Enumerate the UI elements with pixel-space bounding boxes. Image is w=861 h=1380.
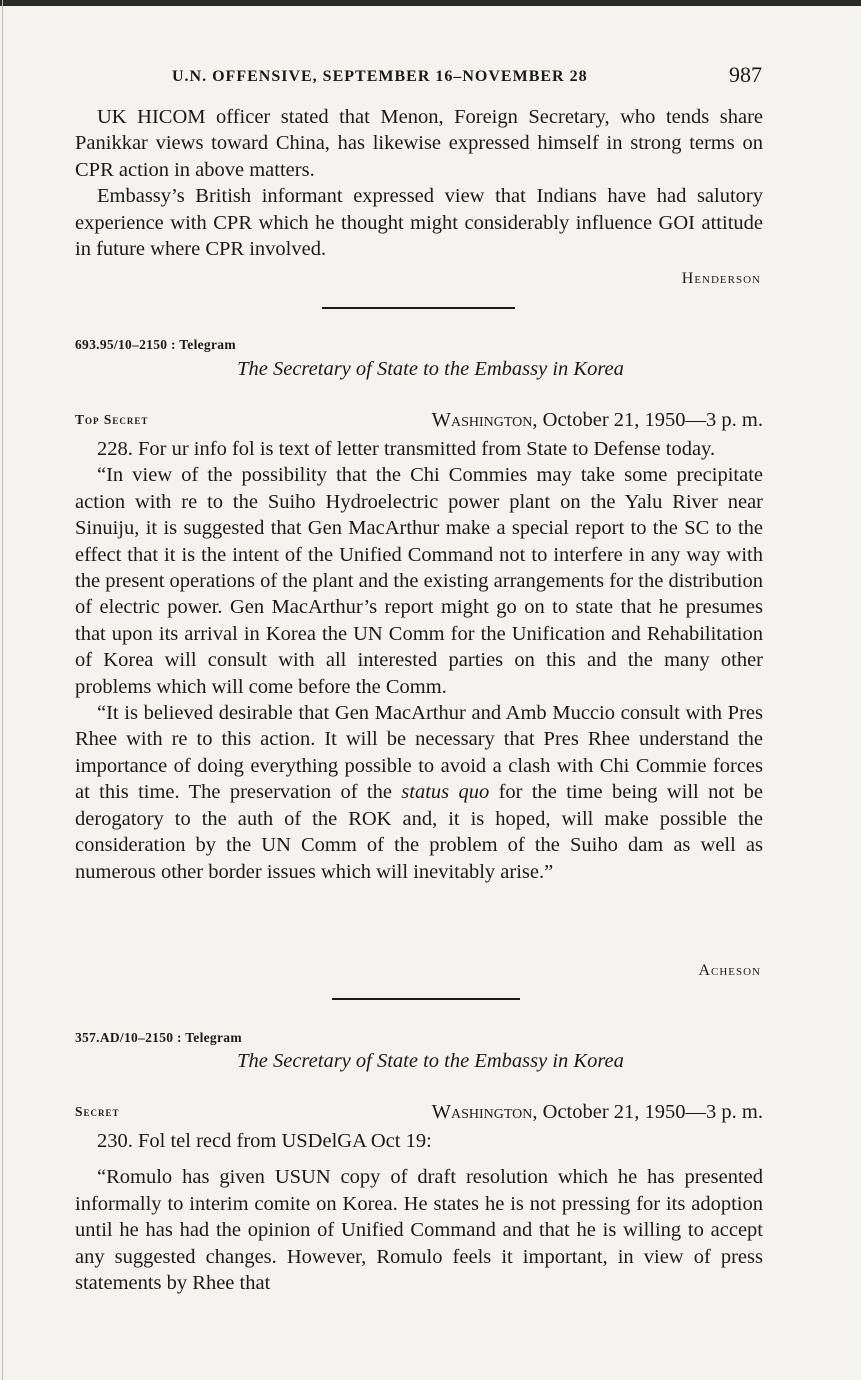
- signature-henderson: Henderson: [681, 270, 761, 287]
- italic-phrase: status quo: [401, 781, 490, 804]
- classification-row: [75, 402, 763, 432]
- dateline-place: Washington: [431, 409, 533, 431]
- dateline-date: , October 21, 1950—3 p. m.: [532, 409, 763, 431]
- scan-left-edge: [2, 0, 3, 1380]
- dateline: [432, 409, 763, 432]
- paragraph: “In view of the possibility that the Chi Commies may take some precipitate action with re to the Suiho Hydroelectric power plant on the Yalu River near Sinuiju, it is suggested that Gen MacArthur make a special report to the SC to the effect that it is the intent of the Unified Command not to interfere in any way with the present operations of the plant and the existing arrangements for the distribution of electric power. Gen MacArthur’s report might go on to state that he presumes that upon its arrival in Korea the UN Comm for the Unification and Rehabilitation of Korea will consult with all interested parties on this and the many other problems which will come before the Comm.: [75, 464, 763, 698]
- dateline: [432, 1101, 763, 1124]
- file-reference: 693.95/10–2150 : Telegram: [75, 337, 236, 352]
- file-reference: 357.AD/10–2150 : Telegram: [75, 1030, 242, 1045]
- classification-label: Top Secret: [75, 412, 149, 427]
- paragraph: UK HICOM officer stated that Menon, Foreign Secretary, who tends share Panikkar views toward China, has likewise expressed himself in strong terms on CPR action in above matters.: [75, 106, 763, 181]
- paragraph: “Romulo has given USUN copy of draft resolution which he has presented informally to interim comite on Korea. He states he is not pressing for its adoption until he has had the opinion of Unified Command and that he is willing to accept any suggested changes. However, Romulo feels it important, in view of press statements by Rhee that: [75, 1166, 763, 1295]
- paragraph-text: “It is believed desirable that Gen MacArthur and Amb Muccio consult with Pres Rhee with re to this action. It will be necessary that Pres Rhee understand the importance of doing everything possible to avoid a clash with Chi Commie forces at this time. The preservation of the: [75, 702, 763, 804]
- paragraph: [75, 700, 763, 885]
- paragraph: 228. For ur info fol is text of letter transmitted from State to Defense today.: [97, 438, 716, 460]
- paragraph: 230. Fol tel recd from USDelGA Oct 19:: [97, 1130, 432, 1152]
- section-divider: [322, 307, 515, 309]
- page-header: [172, 62, 762, 92]
- classification-row: [75, 1094, 763, 1124]
- signature-acheson: Acheson: [698, 962, 761, 979]
- page-number: 987: [729, 62, 762, 87]
- document-title: The Secretary of State to the Embassy in Korea: [237, 358, 624, 380]
- dateline-date: , October 21, 1950—3 p. m.: [532, 1101, 763, 1123]
- paragraph-text: for the time being will not be derogatory to the auth of the ROK and, it is hoped, will make possible the consideration by the UN Comm of the problem of the Suiho dam as well as numerous other border issues which will inevitably arise.”: [75, 781, 763, 883]
- document-title: The Secretary of State to the Embassy in Korea: [237, 1050, 624, 1072]
- telegram-228-body: [75, 436, 763, 885]
- scan-top-edge: [0, 0, 861, 6]
- dateline-place: Washington: [431, 1101, 533, 1123]
- classification-label: Secret: [75, 1104, 120, 1119]
- continuation-text: [75, 104, 763, 262]
- telegram-230-body: [75, 1128, 763, 1296]
- running-head: U.N. OFFENSIVE, SEPTEMBER 16–NOVEMBER 28: [172, 68, 588, 85]
- section-divider: [332, 998, 520, 1000]
- paragraph: Embassy’s British informant expressed view that Indians have had salutory experience with CPR which he thought might considerably influence GOI attitude in future where CPR involved.: [75, 185, 763, 261]
